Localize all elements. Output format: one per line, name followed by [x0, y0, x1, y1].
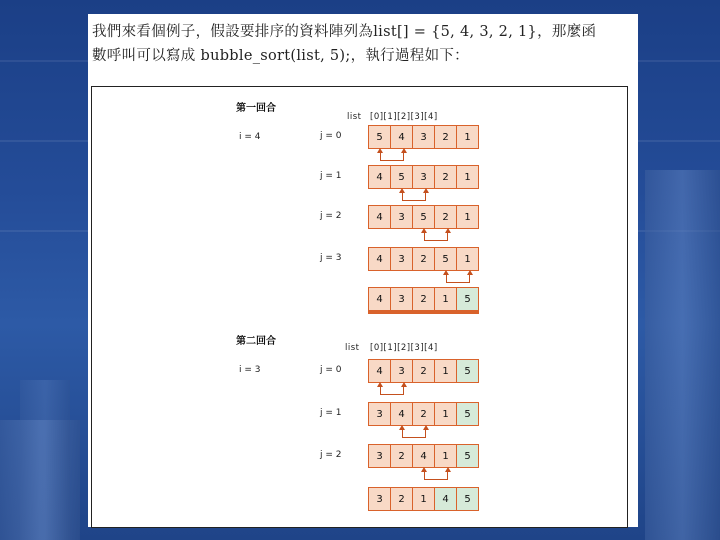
array-row: [368, 205, 479, 229]
intro-line-1: 我們來看個例子，假設要排序的資料陣列為list[] = {5, 4, 3, 2, 1}，那麼函: [92, 24, 597, 40]
array-cell: 3: [391, 206, 413, 228]
array-cell: 3: [413, 166, 435, 188]
array-cell: 3: [413, 126, 435, 148]
array-cell: 3: [391, 248, 413, 270]
array-cell: 4: [369, 206, 391, 228]
array-cell: 1: [457, 126, 478, 148]
i-label: i = 4: [239, 132, 261, 142]
intro-text: [92, 20, 632, 68]
list-label: list: [347, 112, 362, 122]
swap-arrow: [402, 193, 426, 201]
j-label: j = 2: [320, 450, 342, 460]
array-cell: 5: [457, 488, 478, 510]
j-label: j = 2: [320, 211, 342, 221]
index-header: [0][1][2][3][4]: [370, 112, 438, 122]
j-label: j = 1: [320, 171, 342, 181]
array-cell: 4: [391, 126, 413, 148]
array-cell: 2: [435, 166, 457, 188]
array-cell: 5: [457, 403, 478, 425]
array-row: [368, 125, 479, 149]
array-cell: 4: [369, 248, 391, 270]
round-title: 第一回合: [236, 103, 276, 114]
array-cell: 3: [391, 360, 413, 382]
array-row: [368, 287, 479, 311]
array-cell: 1: [435, 445, 457, 467]
array-cell: 2: [413, 288, 435, 310]
array-row: [368, 487, 479, 511]
swap-arrow: [380, 387, 404, 395]
array-cell: 1: [457, 206, 478, 228]
array-cell: 1: [457, 166, 478, 188]
intro-line-2: 數呼叫可以寫成 bubble_sort(list, 5);，執行過程如下：: [92, 48, 469, 64]
array-row: [368, 359, 479, 383]
array-cell: 5: [457, 288, 478, 310]
array-cell: 4: [435, 488, 457, 510]
array-cell: 4: [369, 360, 391, 382]
array-cell: 2: [413, 403, 435, 425]
swap-arrow: [402, 430, 426, 438]
list-label: list: [345, 343, 360, 353]
array-cell: 1: [457, 248, 478, 270]
array-row: [368, 444, 479, 468]
array-cell: 2: [413, 360, 435, 382]
array-cell: 5: [413, 206, 435, 228]
array-row: [368, 402, 479, 426]
array-cell: 2: [391, 445, 413, 467]
index-header: [0][1][2][3][4]: [370, 343, 438, 353]
i-label: i = 3: [239, 365, 261, 375]
array-cell: 2: [435, 206, 457, 228]
swap-arrow: [424, 472, 448, 480]
swap-arrow: [424, 233, 448, 241]
bubble-sort-figure: [91, 86, 628, 528]
swap-arrow: [446, 275, 470, 283]
array-row: [368, 247, 479, 271]
array-cell: 5: [435, 248, 457, 270]
array-cell: 5: [369, 126, 391, 148]
array-cell: 4: [391, 403, 413, 425]
j-label: j = 1: [320, 408, 342, 418]
array-cell: 4: [369, 288, 391, 310]
array-cell: 5: [457, 360, 478, 382]
array-cell: 1: [413, 488, 435, 510]
array-cell: 3: [369, 445, 391, 467]
array-row: [368, 165, 479, 189]
array-cell: 1: [435, 360, 457, 382]
array-cell: 4: [413, 445, 435, 467]
j-label: j = 3: [320, 253, 342, 263]
array-cell: 5: [457, 445, 478, 467]
j-label: j = 0: [320, 365, 342, 375]
array-cell: 1: [435, 403, 457, 425]
array-cell: 3: [369, 403, 391, 425]
swap-arrow: [380, 153, 404, 161]
array-cell: 2: [391, 488, 413, 510]
array-cell: 1: [435, 288, 457, 310]
array-cell: 2: [435, 126, 457, 148]
array-cell: 3: [369, 488, 391, 510]
array-cell: 5: [391, 166, 413, 188]
j-label: j = 0: [320, 131, 342, 141]
array-cell: 2: [413, 248, 435, 270]
row-underline: [368, 311, 479, 314]
array-cell: 3: [391, 288, 413, 310]
array-cell: 4: [369, 166, 391, 188]
round-title: 第二回合: [236, 336, 276, 347]
